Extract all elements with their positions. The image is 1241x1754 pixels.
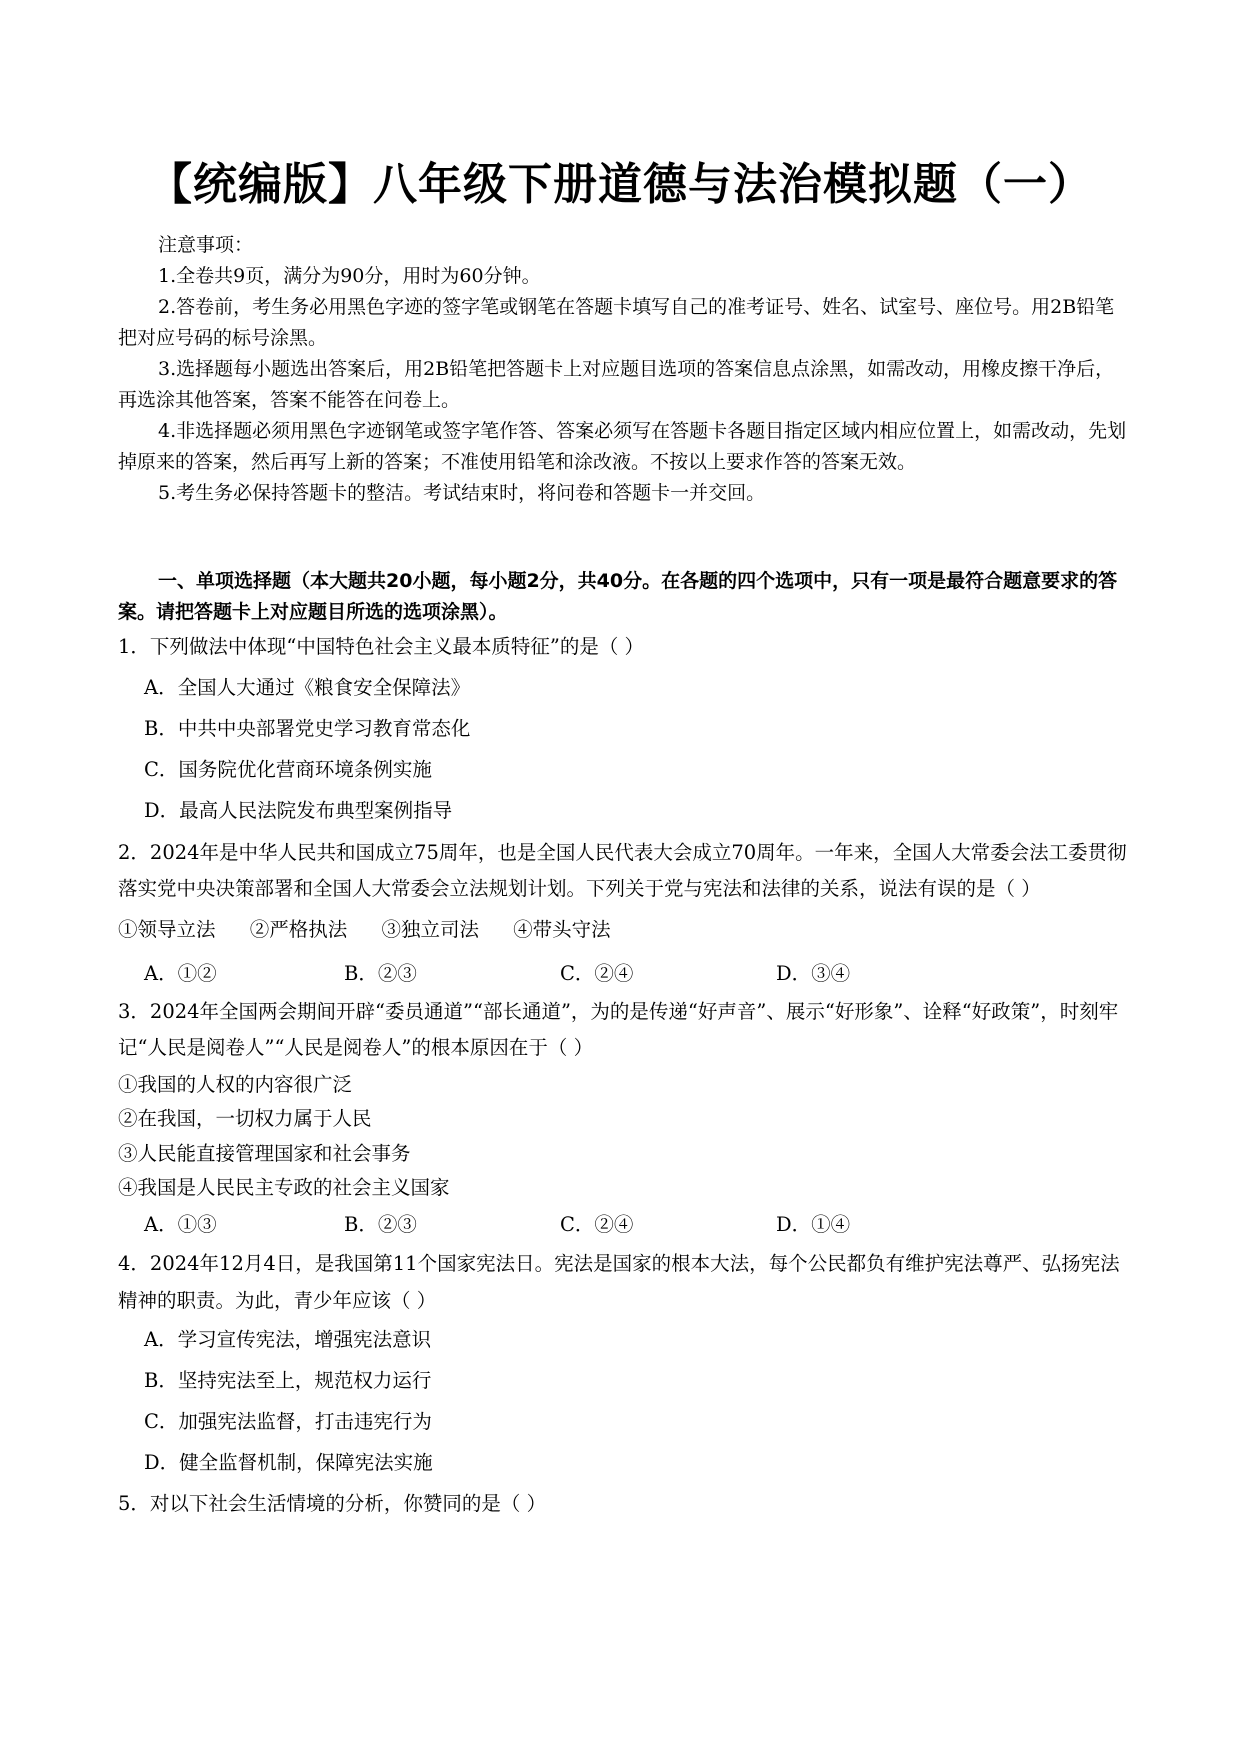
notice-item: 2.答卷前，考生务必用黑色字迹的签字笔或钢笔在答题卡填写自己的准考证号、姓名、试室号、座位号。用2B铅笔把对应号码的标号涂黑。 xyxy=(118,296,1115,349)
notice-heading: 注意事项： xyxy=(158,234,254,256)
option-b: B．坚持宪法至上，规范权力运行 xyxy=(144,1369,432,1392)
statement: ③人民能直接管理国家和社会事务 xyxy=(118,1142,411,1165)
statement: ②严格执法 xyxy=(249,918,348,941)
notice-item: 5.考生务必保持答题卡的整洁。考试结束时，将问卷和答题卡一并交回。 xyxy=(158,482,766,504)
question-3 xyxy=(118,994,1128,1245)
statement: ④我国是人民民主专政的社会主义国家 xyxy=(118,1176,450,1199)
question-stem: 1．下列做法中体现“中国特色社会主义最本质特征”的是（ ） xyxy=(118,635,645,658)
option-b: B．②③ xyxy=(344,1213,417,1236)
option-a: A．学习宣传宪法，增强宪法意识 xyxy=(144,1328,432,1351)
section-heading-text: 一、单项选择题（本大题共20小题，每小题2分，共40分。在各题的四个选项中，只有一项是最符合题意要求的答案。请把答题卡上对应题目所选的选项涂黑）。 xyxy=(118,570,1118,623)
statement: ②在我国，一切权力属于人民 xyxy=(118,1107,372,1130)
question-stem: 2．2024年是中华人民共和国成立75周年，也是全国人民代表大会成立70周年。一年来，全国人大常委会法工委贯彻落实党中央决策部署和全国人大常委会立法规划计划。下列关于党与宪法和法律的关系，说法有误的是（ ） xyxy=(118,841,1127,900)
notice-item: 4.非选择题必须用黑色字迹钢笔或签字笔作答、答案必须写在答题卡各题目指定区域内相应位置上，如需改动，先划掉原来的答案，然后再写上新的答案；不准使用铅笔和涂改液。不按以上要求作答的答案无效。 xyxy=(118,420,1127,473)
question-5 xyxy=(118,1483,1128,1524)
option-d: D．最高人民法院发布典型案例指导 xyxy=(144,799,453,822)
notice-item: 1.全卷共9页，满分为90分，用时为60分钟。 xyxy=(158,265,541,287)
statement: ①我国的人权的内容很广泛 xyxy=(118,1073,353,1096)
option-c: C．②④ xyxy=(560,1213,634,1236)
questions xyxy=(118,626,1128,1524)
option-a: A．①③ xyxy=(144,1213,217,1236)
question-stem: 5．对以下社会生活情境的分析，你赞同的是（ ） xyxy=(118,1492,547,1515)
statement-list xyxy=(118,907,1128,953)
page-title: 【统编版】八年级下册道德与法治模拟题（一） xyxy=(148,159,1093,210)
option-b: B．中共中央部署党史学习教育常态化 xyxy=(144,717,471,740)
option-d: D．健全监督机制，保障宪法实施 xyxy=(144,1451,433,1474)
question-4 xyxy=(118,1245,1128,1483)
option-b: B．②③ xyxy=(344,962,417,985)
option-d: D．①④ xyxy=(776,1213,851,1236)
statement: ③独立司法 xyxy=(381,918,479,941)
question-stem: 4．2024年12月4日，是我国第11个国家宪法日。宪法是国家的根本大法，每个公民都负有维护宪法尊严、弘扬宪法精神的职责。为此，青少年应该（ ） xyxy=(118,1252,1120,1312)
notice-block xyxy=(118,230,1128,509)
option-a: A．①② xyxy=(144,962,217,985)
option-d: D．③④ xyxy=(776,962,851,985)
option-row xyxy=(118,1204,1128,1245)
question-2 xyxy=(118,835,1128,994)
statement: ①领导立法 xyxy=(118,918,216,941)
section-heading xyxy=(118,566,1128,628)
notice-item: 3.选择题每小题选出答案后，用2B铅笔把答题卡上对应题目选项的答案信息点涂黑，如需改动，用橡皮擦干净后，再选涂其他答案，答案不能答在问卷上。 xyxy=(118,358,1115,411)
option-c: C．加强宪法监督，打击违宪行为 xyxy=(144,1410,432,1433)
option-row xyxy=(118,953,1128,994)
statement: ④带头守法 xyxy=(513,918,611,941)
option-c: C．国务院优化营商环境条例实施 xyxy=(144,758,432,781)
question-stem: 3．2024年全国两会期间开辟“委员通道”“部长通道”，为的是传递“好声音”、展示“好形象”、诠释“好政策”，时刻牢记“人民是阅卷人”“人民是阅卷人”的根本原因在于（ ） xyxy=(118,1000,1119,1059)
option-a: A．全国人大通过《粮食安全保障法》 xyxy=(144,676,471,699)
question-1 xyxy=(118,626,1128,831)
option-c: C．②④ xyxy=(560,962,634,985)
